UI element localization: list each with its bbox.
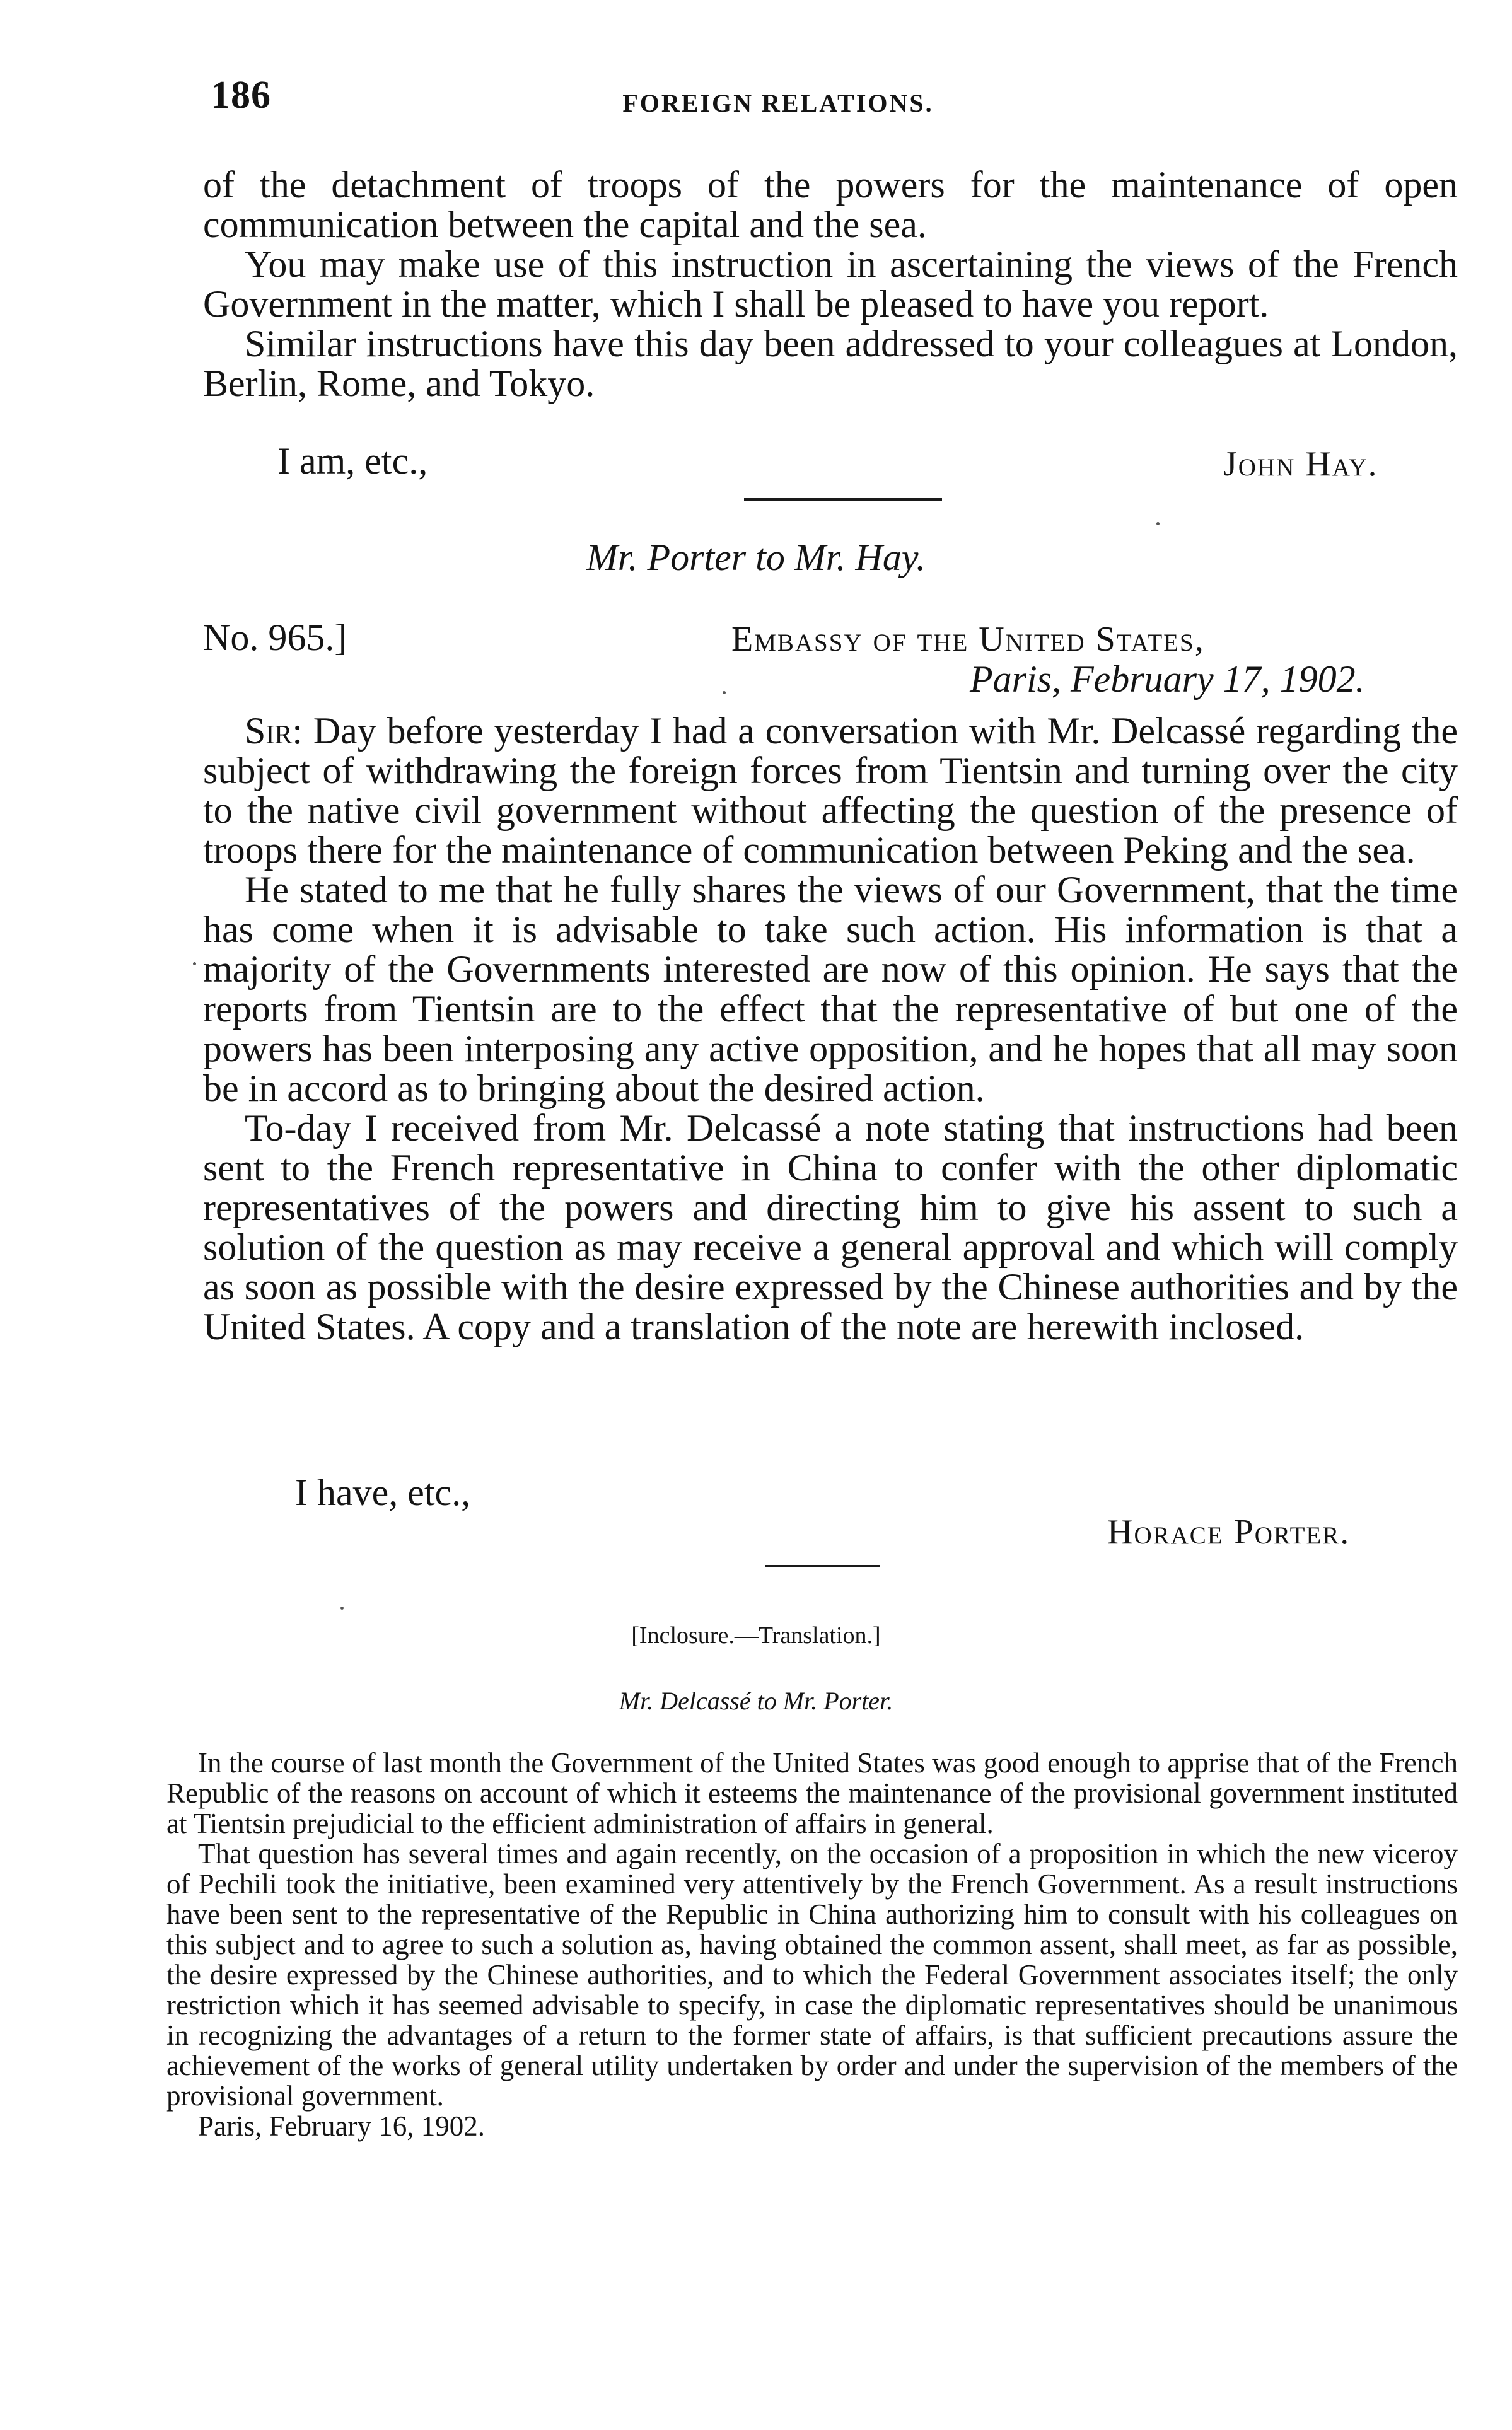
letter1-paragraph: You may make use of this instruction in ascertaining the views of the French Government in the matter, which I shall be pleased to have you report. xyxy=(203,243,1458,325)
letter2-heading: Mr. Porter to Mr. Hay. xyxy=(586,537,926,578)
letter2-closing: I have, etc., xyxy=(295,1472,471,1513)
scan-speck xyxy=(723,691,726,694)
running-head: FOREIGN RELATIONS. xyxy=(622,89,934,117)
despatch-number: No. 965.] xyxy=(203,617,347,658)
scan-speck xyxy=(340,1607,344,1610)
letter2-paragraph: To-day I received from Mr. Delcassé a note stating that instructions had been sent to the French representative in China to confer with the other diplomatic representatives of the powers and directing him to give his assent to such a solution of the question as may receive a general approval and which will comply as soon as possible with the desire expressed by the Chinese authorities and by the United States. A copy and a translation of the note are herewith inclosed. xyxy=(203,1107,1458,1347)
letter2-body xyxy=(203,711,1458,1347)
embassy-line: Embassy of the United States, xyxy=(731,620,1205,659)
section-divider xyxy=(744,498,942,501)
page-number: 186 xyxy=(211,74,271,117)
inclosure-body xyxy=(166,1748,1458,2141)
letter2-signature: Horace Porter. xyxy=(1107,1513,1351,1552)
scan-speck xyxy=(1156,522,1160,525)
inclosure-paragraph: That question has several times and again recently, on the occasion of a proposition in which the new viceroy of Pechili took the initiative, been examined very attentively by the French Government. As a result instructions have been sent to the representative of the Republic in China authorizing him to consult with his colleagues on this subject and to agree to such a solution as, having obtained the common assent, shall meet, as far as possible, the desire expressed by the Chinese authorities, and to which the Federal Government associates itself; the only restriction which it has seemed advisable to specify, in case the diplomatic representatives should be unanimous in recognizing the advantages of a return to the former state of affairs, is that sufficient precautions assure the achievement of the works of general utility undertaken by order and under the supervision of the members of the provisional government. xyxy=(166,1838,1458,2112)
letter1-body xyxy=(203,165,1458,404)
scan-speck xyxy=(193,962,196,965)
letter1-closing: I am, etc., xyxy=(277,440,428,482)
salutation: Sir: xyxy=(245,710,303,752)
inclosure-dateline: Paris, February 16, 1902. xyxy=(198,2110,485,2142)
place-date: Paris, February 17, 1902. xyxy=(970,658,1365,700)
letter1-paragraph: Similar instructions have this day been addressed to your colleagues at London, Berlin, Rome, and Tokyo. xyxy=(203,323,1458,404)
inclosure-label: [Inclosure.—Translation.] xyxy=(631,1622,881,1649)
letter1-signature: John Hay. xyxy=(1223,445,1378,484)
letter2-paragraph-text: Day before yesterday I had a conversation with Mr. Delcassé regarding the subject of withdrawing the foreign forces from Tientsin and turning over the city to the native civil government without affecting the question of the presence of troops there for the maintenance of communication between Peking and the sea. xyxy=(203,710,1458,871)
letter1-paragraph: of the detachment of troops of the powers for the maintenance of open communication between the capital and the sea. xyxy=(203,164,1458,245)
inclosure-paragraph: In the course of last month the Government of the United States was good enough to apprise that of the French Republic of the reasons on account of which it esteems the maintenance of the provisional government instituted at Tientsin prejudicial to the efficient administration of affairs in general. xyxy=(166,1747,1458,1839)
letter2-paragraph xyxy=(203,711,1458,870)
inclosure-heading: Mr. Delcassé to Mr. Porter. xyxy=(619,1687,893,1715)
section-divider xyxy=(765,1565,880,1567)
letter2-paragraph: He stated to me that he fully shares the views of our Government, that the time has come when it is advisable to take such action. His information is that a majority of the Governments interested are now of this opinion. He says that the reports from Tientsin are to the effect that the representative of but one of the powers has been interposing any active opposition, and he hopes that all may soon be in accord as to bringing about the desired action. xyxy=(203,869,1458,1109)
